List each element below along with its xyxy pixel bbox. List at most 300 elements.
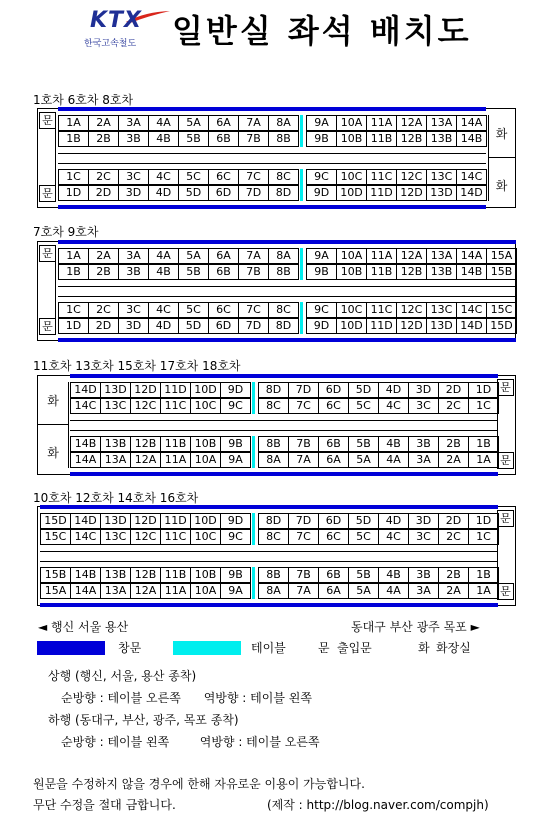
seat: 3C xyxy=(408,529,439,545)
seat: 6A xyxy=(208,248,239,264)
seat: 14D xyxy=(70,382,101,398)
door-icon: 문 xyxy=(39,112,56,129)
seat: 9C xyxy=(306,302,337,318)
seat: 15A xyxy=(40,583,71,599)
seat: 4A xyxy=(148,115,179,131)
seat: 2B xyxy=(88,131,119,147)
footer-copyright-note: 무단 수정을 절대 금합니다. xyxy=(33,798,176,812)
seat: 9D xyxy=(306,185,337,201)
seat: 8A xyxy=(258,583,289,599)
seat: 1D xyxy=(468,382,499,398)
seat: 7C xyxy=(288,529,319,545)
seat: 4B xyxy=(378,567,409,583)
footer-credit: (제작 : http://blog.naver.com/compjh) xyxy=(267,798,489,812)
seat: 3B xyxy=(408,436,439,452)
window-strip-top xyxy=(58,107,486,111)
aisle-line xyxy=(58,296,516,297)
window-strip-top xyxy=(58,240,516,244)
seat: 10D xyxy=(336,185,367,201)
aisle-line xyxy=(58,286,516,287)
seat: 7C xyxy=(288,398,319,414)
seat: 5B xyxy=(178,264,209,280)
seat: 8B xyxy=(268,264,299,280)
seat: 3C xyxy=(118,169,149,185)
seat: 6B xyxy=(208,264,239,280)
seat: 11B xyxy=(366,131,397,147)
seat: 3B xyxy=(118,264,149,280)
seat: 7A xyxy=(288,452,319,468)
seat: 12A xyxy=(130,583,161,599)
seat: 3C xyxy=(118,302,149,318)
seat: 14B xyxy=(70,436,101,452)
seat: 15D xyxy=(486,318,517,334)
seat: 11B xyxy=(366,264,397,280)
seat: 4C xyxy=(378,398,409,414)
seat: 2D xyxy=(438,382,469,398)
door-icon: 문 xyxy=(497,510,514,527)
seat: 6D xyxy=(318,513,349,529)
seat: 5D xyxy=(348,513,379,529)
seat: 1D xyxy=(58,318,89,334)
seat: 12C xyxy=(130,398,161,414)
seat: 9D xyxy=(306,318,337,334)
seat: 1B xyxy=(468,567,499,583)
seat: 6C xyxy=(208,169,239,185)
seat: 4A xyxy=(378,583,409,599)
seat: 8A xyxy=(268,248,299,264)
seat: 1B xyxy=(58,131,89,147)
door-icon: 문 xyxy=(497,583,514,600)
aisle-line xyxy=(58,153,486,154)
page-title: 일반실 좌석 배치도 xyxy=(172,12,472,50)
seat: 13C xyxy=(426,302,457,318)
direction-left: ◄ 행신 서울 용산 xyxy=(38,620,129,634)
seat: 9C xyxy=(220,529,251,545)
seat: 9A xyxy=(306,115,337,131)
seat: 12B xyxy=(396,264,427,280)
door-icon: 문 xyxy=(497,452,514,469)
seat: 10A xyxy=(190,583,221,599)
seat: 8C xyxy=(258,529,289,545)
seat: 1C xyxy=(58,169,89,185)
seat: 12C xyxy=(130,529,161,545)
seat: 4A xyxy=(378,452,409,468)
header xyxy=(0,0,546,60)
seat: 14A xyxy=(70,452,101,468)
car-diagram xyxy=(37,375,516,475)
seat: 4C xyxy=(148,302,179,318)
seat: 3A xyxy=(118,248,149,264)
seat: 2A xyxy=(438,583,469,599)
seat: 13A xyxy=(100,583,131,599)
seat: 8C xyxy=(268,302,299,318)
seat: 13C xyxy=(100,398,131,414)
seat: 11D xyxy=(366,185,397,201)
note-down-title: 하행 (동대구, 부산, 광주, 목포 종착) xyxy=(48,713,239,727)
seat: 10B xyxy=(336,264,367,280)
car-diagram xyxy=(37,108,516,208)
seat: 13B xyxy=(426,264,457,280)
seat: 9B xyxy=(306,131,337,147)
table-divider xyxy=(252,513,255,545)
seat: 6C xyxy=(318,529,349,545)
seat: 11B xyxy=(160,567,191,583)
seat: 11D xyxy=(160,382,191,398)
seat: 4D xyxy=(378,513,409,529)
seat: 6C xyxy=(208,302,239,318)
car-group-label: 11호차 13호차 15호차 17호차 18호차 xyxy=(33,359,241,373)
seat: 8C xyxy=(268,169,299,185)
seat: 8D xyxy=(258,382,289,398)
seat: 14B xyxy=(456,131,487,147)
logo-subtitle: 한국고속철도 xyxy=(84,39,137,49)
seat: 2A xyxy=(88,248,119,264)
seat: 9A xyxy=(220,583,251,599)
seat: 5D xyxy=(178,185,209,201)
seat: 13C xyxy=(100,529,131,545)
seat: 14B xyxy=(70,567,101,583)
seat: 12D xyxy=(130,382,161,398)
seat: 12A xyxy=(130,452,161,468)
seat: 14D xyxy=(70,513,101,529)
door-icon: 문 xyxy=(39,245,56,262)
seat: 5C xyxy=(178,169,209,185)
seat: 4B xyxy=(378,436,409,452)
seat: 11A xyxy=(366,248,397,264)
seat: 12C xyxy=(396,169,427,185)
window-strip-bottom xyxy=(58,338,516,342)
seat: 7A xyxy=(238,248,269,264)
seat: 13B xyxy=(100,436,131,452)
partition xyxy=(55,129,56,185)
seat: 3B xyxy=(118,131,149,147)
seat: 7D xyxy=(238,318,269,334)
seat: 2A xyxy=(438,452,469,468)
seat: 8A xyxy=(258,452,289,468)
seat: 9D xyxy=(220,513,251,529)
seat: 11C xyxy=(160,529,191,545)
car-group-label: 10호차 12호차 14호차 16호차 xyxy=(33,491,199,505)
car-diagram xyxy=(37,506,516,606)
seat: 5B xyxy=(348,436,379,452)
seat: 10B xyxy=(190,436,221,452)
seat: 6B xyxy=(318,567,349,583)
car-diagram xyxy=(37,241,516,341)
aisle-line xyxy=(40,551,498,552)
seat: 4B xyxy=(148,264,179,280)
seat: 10D xyxy=(336,318,367,334)
seat: 7D xyxy=(288,513,319,529)
window-strip-bottom xyxy=(70,472,498,476)
seat: 7B xyxy=(288,567,319,583)
seat: 6B xyxy=(318,436,349,452)
seat: 8B xyxy=(268,131,299,147)
legend-toilet-label: 화장실 xyxy=(436,641,471,655)
seat: 11C xyxy=(366,302,397,318)
seat: 11C xyxy=(366,169,397,185)
seat: 1C xyxy=(58,302,89,318)
seat: 3D xyxy=(408,513,439,529)
seat: 3D xyxy=(118,185,149,201)
seat: 9A xyxy=(220,452,251,468)
partition xyxy=(38,424,68,425)
seat: 11B xyxy=(160,436,191,452)
seat: 13A xyxy=(100,452,131,468)
legend-toilet-symbol: 화 xyxy=(418,641,430,655)
seat: 9C xyxy=(306,169,337,185)
seat: 10B xyxy=(336,131,367,147)
seat: 9B xyxy=(306,264,337,280)
seat: 7D xyxy=(238,185,269,201)
seat: 15D xyxy=(40,513,71,529)
seat: 2C xyxy=(438,529,469,545)
seat: 2B xyxy=(438,567,469,583)
seat: 10A xyxy=(336,248,367,264)
seat: 4C xyxy=(148,169,179,185)
seat: 7B xyxy=(238,264,269,280)
seat: 1A xyxy=(468,583,499,599)
seat: 8D xyxy=(268,185,299,201)
seat: 2A xyxy=(88,115,119,131)
seat: 13D xyxy=(426,185,457,201)
seat: 13B xyxy=(426,131,457,147)
seat: 4C xyxy=(378,529,409,545)
toilet-icon: 화 xyxy=(495,127,508,141)
seat: 10D xyxy=(190,382,221,398)
door-icon: 문 xyxy=(39,185,56,202)
seat: 2C xyxy=(88,302,119,318)
note-up-title: 상행 (행신, 서울, 용산 종착) xyxy=(48,669,197,683)
seat: 9B xyxy=(220,567,251,583)
seat: 10C xyxy=(336,302,367,318)
table-divider xyxy=(252,436,255,468)
seat: 6A xyxy=(318,583,349,599)
seat: 9D xyxy=(220,382,251,398)
logo-text: KTX xyxy=(90,8,143,33)
toilet-icon: 화 xyxy=(495,179,508,193)
seat: 8B xyxy=(258,436,289,452)
seat: 13D xyxy=(100,513,131,529)
seat: 9C xyxy=(220,398,251,414)
seat: 12B xyxy=(130,567,161,583)
seat: 14C xyxy=(70,529,101,545)
seat: 2D xyxy=(88,185,119,201)
seat: 6D xyxy=(208,185,239,201)
seat: 5A xyxy=(348,583,379,599)
partition xyxy=(55,262,56,318)
seat: 1C xyxy=(468,529,499,545)
seat: 12D xyxy=(130,513,161,529)
seat: 1A xyxy=(468,452,499,468)
seat: 10C xyxy=(190,398,221,414)
seat: 10C xyxy=(190,529,221,545)
seat: 6D xyxy=(318,382,349,398)
seat: 14D xyxy=(456,318,487,334)
seat: 10D xyxy=(190,513,221,529)
seat: 1D xyxy=(468,513,499,529)
seat: 10B xyxy=(190,567,221,583)
seat: 13B xyxy=(100,567,131,583)
seat: 10A xyxy=(190,452,221,468)
seat: 2D xyxy=(438,513,469,529)
seat: 6D xyxy=(208,318,239,334)
seat: 5A xyxy=(348,452,379,468)
seat: 4D xyxy=(148,318,179,334)
seat: 8A xyxy=(268,115,299,131)
table-divider xyxy=(252,567,255,599)
seat: 1A xyxy=(58,248,89,264)
seat: 8C xyxy=(258,398,289,414)
seat: 13A xyxy=(426,248,457,264)
seat: 12B xyxy=(130,436,161,452)
seat: 3A xyxy=(118,115,149,131)
seat: 10C xyxy=(336,169,367,185)
seat: 11A xyxy=(366,115,397,131)
seat: 1B xyxy=(58,264,89,280)
seat: 7B xyxy=(238,131,269,147)
seat: 4D xyxy=(378,382,409,398)
door-icon: 문 xyxy=(497,379,514,396)
seat: 2B xyxy=(438,436,469,452)
seat: 7C xyxy=(238,169,269,185)
seat: 11D xyxy=(366,318,397,334)
seat: 2B xyxy=(88,264,119,280)
seat: 1C xyxy=(468,398,499,414)
seat: 5C xyxy=(348,398,379,414)
aisle-line xyxy=(58,163,486,164)
seat: 6B xyxy=(208,131,239,147)
seat: 14D xyxy=(456,185,487,201)
ktx-logo xyxy=(82,8,174,52)
seat: 1B xyxy=(468,436,499,452)
partition xyxy=(488,115,489,201)
seat: 9A xyxy=(306,248,337,264)
table-divider xyxy=(252,382,255,414)
seat: 15A xyxy=(486,248,517,264)
seat: 13A xyxy=(426,115,457,131)
seat: 7D xyxy=(288,382,319,398)
seat: 3D xyxy=(118,318,149,334)
toilet-icon: 화 xyxy=(47,446,59,460)
seat: 8D xyxy=(268,318,299,334)
seat: 3B xyxy=(408,567,439,583)
seat: 12D xyxy=(396,318,427,334)
seat: 1D xyxy=(58,185,89,201)
seat: 4A xyxy=(148,248,179,264)
legend-table-swatch xyxy=(173,641,241,655)
window-strip-bottom xyxy=(40,603,498,607)
seat: 2D xyxy=(88,318,119,334)
seat: 4B xyxy=(148,131,179,147)
seat: 5C xyxy=(348,529,379,545)
seat: 7A xyxy=(238,115,269,131)
seat: 9B xyxy=(220,436,251,452)
note-down-detail: 순방향 : 테이블 왼쪽 역방향 : 테이블 오른쪽 xyxy=(61,735,320,749)
seat: 1A xyxy=(58,115,89,131)
seat: 7A xyxy=(288,583,319,599)
seat: 15B xyxy=(40,567,71,583)
partition xyxy=(497,527,498,583)
seat: 5B xyxy=(348,567,379,583)
aisle-line xyxy=(40,561,498,562)
note-up-detail: 순방향 : 테이블 오른쪽 역방향 : 테이블 왼쪽 xyxy=(61,691,312,705)
seat: 11A xyxy=(160,583,191,599)
aisle-line xyxy=(70,430,498,431)
seat: 12B xyxy=(396,131,427,147)
table-divider xyxy=(300,115,303,147)
legend-door-symbol: 문 xyxy=(318,641,330,655)
seat: 12A xyxy=(396,115,427,131)
seat: 14B xyxy=(456,264,487,280)
partition xyxy=(68,382,69,468)
seat: 5A xyxy=(178,115,209,131)
seat: 14C xyxy=(456,169,487,185)
seat: 7C xyxy=(238,302,269,318)
seat: 11D xyxy=(160,513,191,529)
window-strip-top xyxy=(40,505,498,509)
seat: 12A xyxy=(396,248,427,264)
seat: 6A xyxy=(208,115,239,131)
legend-door-label: 출입문 xyxy=(337,641,372,655)
seat: 10A xyxy=(336,115,367,131)
seat: 11A xyxy=(160,452,191,468)
car-group-label: 1호차 6호차 8호차 xyxy=(33,93,134,107)
legend-window-swatch xyxy=(37,641,105,655)
seat: 3C xyxy=(408,398,439,414)
seat: 14A xyxy=(456,115,487,131)
table-divider xyxy=(300,169,303,201)
seat: 5C xyxy=(178,302,209,318)
seat: 13D xyxy=(100,382,131,398)
window-strip-top xyxy=(70,374,498,378)
seat: 3A xyxy=(408,583,439,599)
seat: 6C xyxy=(318,398,349,414)
partition xyxy=(488,157,515,158)
seat: 3A xyxy=(408,452,439,468)
toilet-icon: 화 xyxy=(47,394,59,408)
seat: 15C xyxy=(486,302,517,318)
seat: 12D xyxy=(396,185,427,201)
seat: 4D xyxy=(148,185,179,201)
seat: 14C xyxy=(70,398,101,414)
legend-table-label: 테이블 xyxy=(251,641,286,655)
door-icon: 문 xyxy=(39,318,56,335)
footer-usage-note: 원문을 수정하지 않을 경우에 한해 자유로운 이용이 가능합니다. xyxy=(33,777,365,791)
seat: 5B xyxy=(178,131,209,147)
seat: 2C xyxy=(438,398,469,414)
seat: 2C xyxy=(88,169,119,185)
seat: 5A xyxy=(178,248,209,264)
seat: 5D xyxy=(348,382,379,398)
seat: 14C xyxy=(456,302,487,318)
window-strip-bottom xyxy=(58,205,486,209)
seat: 12C xyxy=(396,302,427,318)
seat: 14A xyxy=(70,583,101,599)
aisle-line xyxy=(70,420,498,421)
car-group-label: 7호차 9호차 xyxy=(33,225,99,239)
seat: 8B xyxy=(258,567,289,583)
table-divider xyxy=(300,248,303,280)
seat: 8D xyxy=(258,513,289,529)
seat: 15B xyxy=(486,264,517,280)
partition xyxy=(516,248,517,334)
table-divider xyxy=(300,302,303,334)
seat: 15C xyxy=(40,529,71,545)
partition xyxy=(497,396,498,452)
seat: 13D xyxy=(426,318,457,334)
legend-window-label: 창문 xyxy=(118,641,142,655)
seat: 14A xyxy=(456,248,487,264)
